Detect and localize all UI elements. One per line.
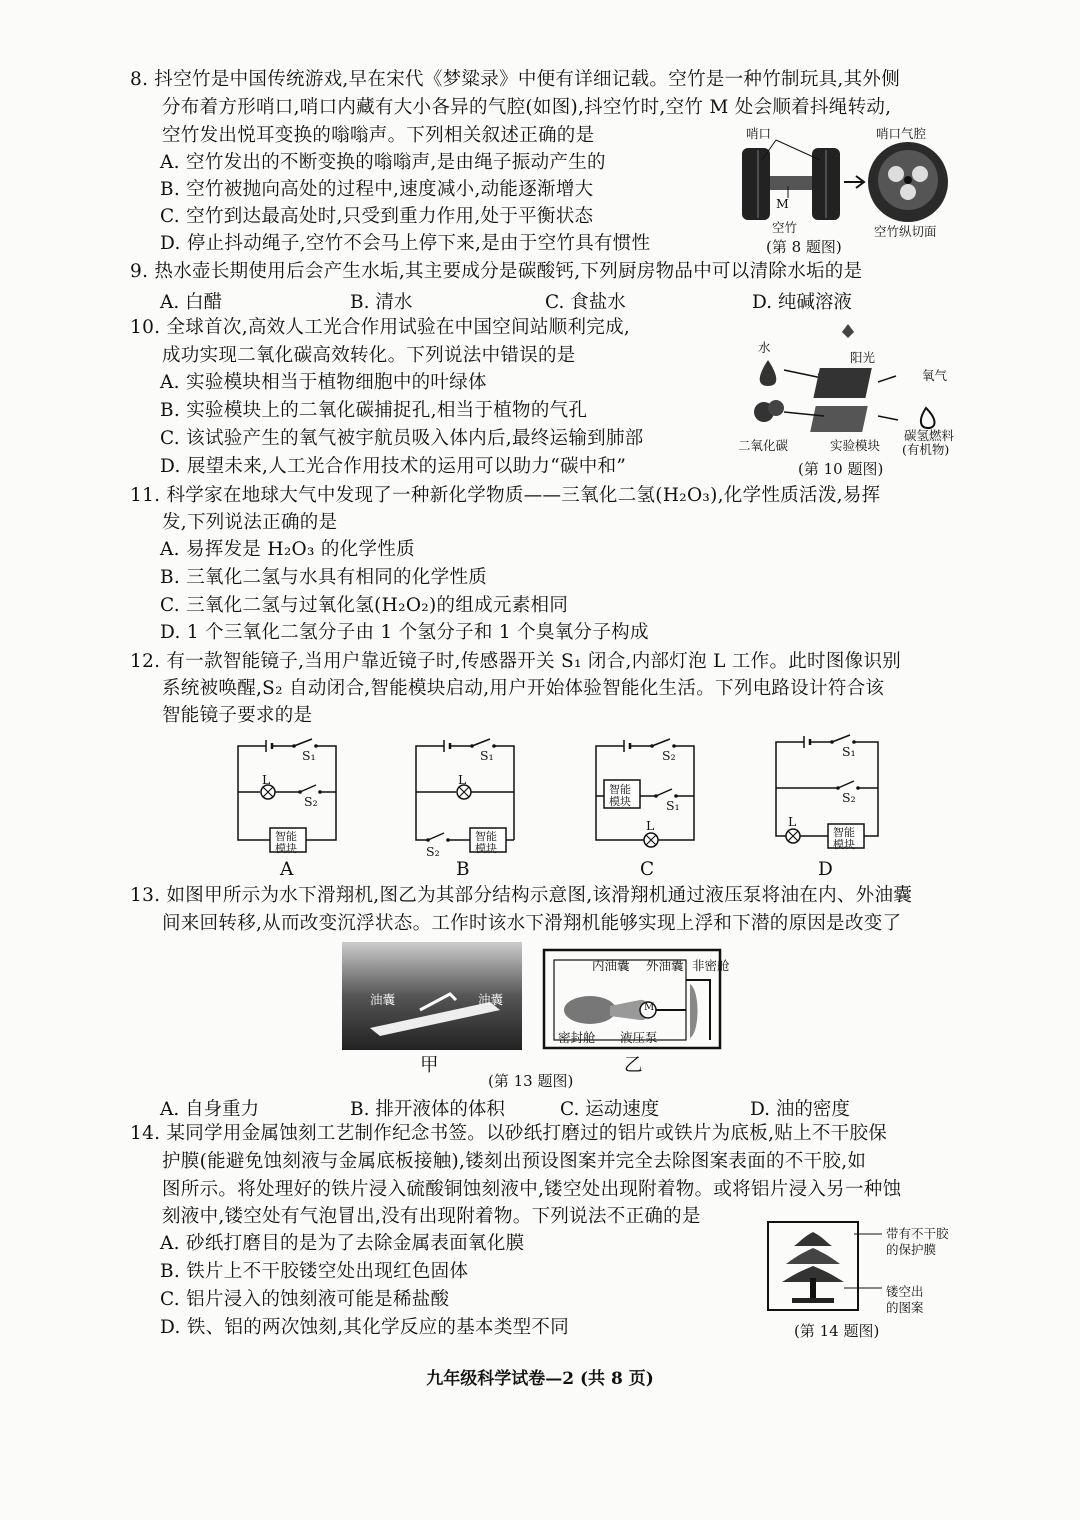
q13-label-outer: 外油囊 — [646, 958, 684, 973]
q13-option-c: C. 运动速度 — [560, 1099, 660, 1120]
circuit-d-lamp: L — [788, 814, 797, 829]
q14-figure — [764, 1218, 964, 1348]
circuit-a — [230, 736, 350, 881]
q9-option-a: A. 白醋 — [160, 292, 223, 313]
q11-option-a: A. 易挥发是 H₂O₃ 的化学性质 — [160, 539, 415, 560]
q14-option-b: B. 铁片上不干胶镂空处出现红色固体 — [160, 1261, 469, 1282]
q13-label-yi: 乙 — [624, 1055, 643, 1076]
q14-label-film-1: 带有不干胶 — [886, 1226, 949, 1241]
circuit-d — [768, 732, 888, 882]
q9-option-b: B. 清水 — [350, 292, 413, 313]
circuit-b-s2: S₂ — [426, 844, 440, 859]
q14-label-pattern-2: 的图案 — [886, 1300, 924, 1315]
q14-option-a: A. 砂纸打磨目的是为了去除金属表面氧化膜 — [160, 1233, 525, 1254]
q10-label-oxygen: 氧气 — [922, 368, 948, 383]
q13-label-youlang-1: 油囊 — [370, 992, 396, 1007]
q11-stem-line2: 发,下列说法正确的是 — [162, 512, 338, 533]
q10-caption: (第 10 题图) — [798, 460, 884, 478]
circuit-a-module-2: 模块 — [275, 842, 297, 855]
circuit-a-module-1: 智能 — [275, 830, 297, 843]
circuit-d-module-2: 模块 — [833, 838, 855, 851]
circuit-b — [408, 736, 528, 881]
q14-stem-line2: 护膜(能避免蚀刻液与金属底板接触),镂刻出预设图案并完全去除图案表面的不干胶,如 — [162, 1151, 867, 1172]
q10-label-module: 实验模块 — [830, 438, 881, 453]
q10-option-a: A. 实验模块相当于植物细胞中的叶绿体 — [160, 372, 487, 393]
circuit-a-lamp: L — [262, 772, 271, 787]
q8-stem-line2: 分布着方形哨口,哨口内藏有大小各异的气腔(如图),抖空竹时,空竹 M 处会顺着抖绳转动, — [162, 97, 892, 118]
circuit-c-s2: S₂ — [662, 748, 676, 763]
circuit-b-module-1: 智能 — [475, 830, 497, 843]
q13-caption: (第 13 题图) — [488, 1072, 574, 1090]
q14-stem-line1: 14. 某同学用金属蚀刻工艺制作纪念书签。以砂纸打磨过的铝片或铁片为底板,贴上不干胶保 — [130, 1123, 888, 1144]
page-footer: 九年级科学试卷—2 (共 8 页) — [426, 1369, 654, 1389]
circuit-a-s2: S₂ — [304, 794, 318, 809]
q8-label-section: 空竹纵切面 — [874, 224, 937, 239]
circuit-c-module-1: 智能 — [609, 783, 631, 796]
q10-label-sunlight: 阳光 — [850, 350, 876, 365]
circuit-b-letter: B — [456, 859, 470, 880]
q8-stem-line1: 8. 抖空竹是中国传统游戏,早在宋代《梦粱录》中便有详细记载。空竹是一种竹制玩具,其外侧 — [130, 69, 900, 90]
q11-option-b: B. 三氧化二氢与水具有相同的化学性质 — [160, 567, 488, 588]
q8-figure — [736, 120, 956, 260]
q13-option-d: D. 油的密度 — [750, 1099, 850, 1120]
q14-stem-line3: 图所示。将处理好的铁片浸入硫酸铜蚀刻液中,镂空处出现附着物。或将铝片浸入另一种蚀 — [162, 1179, 902, 1200]
q11-stem-line1: 11. 科学家在地球大气中发现了一种新化学物质——三氧化二氢(H₂O₃),化学性质活泼,易挥 — [130, 485, 881, 506]
q8-label-shaokou: 哨口 — [746, 126, 772, 141]
q10-option-c: C. 该试验产生的氧气被宇航员吸入体内后,最终运输到肺部 — [160, 428, 644, 449]
circuit-c-letter: C — [640, 859, 655, 880]
circuit-b-diagram — [408, 736, 528, 856]
q13-stem-line1: 13. 如图甲所示为水下滑翔机,图乙为其部分结构示意图,该滑翔机通过液压泵将油在内、外油囊 — [130, 885, 913, 906]
q8-option-b: B. 空竹被抛向高处的过程中,速度减小,动能逐渐增大 — [160, 179, 594, 200]
q11-option-c: C. 三氧化二氢与过氧化氢(H₂O₂)的组成元素相同 — [160, 595, 569, 616]
q10-label-co2: 二氧化碳 — [738, 438, 789, 453]
q10-label-fuel1: 碳氢燃料 — [904, 428, 955, 443]
q8-option-d: D. 停止抖动绳子,空竹不会马上停下来,是由于空竹具有惯性 — [160, 233, 651, 254]
q10-option-b: B. 实验模块上的二氧化碳捕捉孔,相当于植物的气孔 — [160, 400, 588, 421]
q13-label-unsealed: 非密舱 — [692, 958, 730, 973]
circuit-d-s1: S₁ — [842, 744, 856, 759]
circuit-b-module-2: 模块 — [475, 842, 497, 855]
q13-stem-line2: 间来回转移,从而改变沉浮状态。工作时该水下滑翔机能够实现上浮和下潜的原因是改变了 — [162, 913, 902, 934]
q9-option-d: D. 纯碱溶液 — [752, 292, 852, 313]
q10-stem-line1: 10. 全球首次,高效人工光合作用试验在中国空间站顺利完成, — [130, 317, 631, 338]
q14-option-c: C. 铝片浸入的蚀刻液可能是稀盐酸 — [160, 1289, 450, 1310]
q8-caption: (第 8 题图) — [766, 238, 842, 256]
q13-figure — [340, 940, 740, 1090]
q10-label-fuel2: (有机物) — [902, 442, 950, 457]
q14-label-film-2: 的保护膜 — [886, 1242, 937, 1257]
circuit-a-letter: A — [280, 859, 294, 880]
circuit-d-letter: D — [818, 859, 834, 880]
circuit-d-s2: S₂ — [842, 790, 856, 805]
q13-label-youlang-2: 油囊 — [478, 992, 504, 1007]
q12-stem-line3: 智能镜子要求的是 — [162, 705, 313, 726]
q8-label-m: M — [776, 196, 789, 211]
q10-figure — [738, 320, 958, 480]
q10-label-water: 水 — [758, 340, 771, 355]
q13-option-b: B. 排开液体的体积 — [350, 1099, 505, 1120]
q12-stem-line2: 系统被唤醒,S₂ 自动闭合,智能模块启动,用户开始体验智能化生活。下列电路设计符合该 — [162, 678, 885, 699]
q14-caption: (第 14 题图) — [794, 1322, 880, 1340]
q14-stem-line4: 刻液中,镂空处有气泡冒出,没有出现附着物。下列说法不正确的是 — [162, 1206, 701, 1227]
q13-label-pump: 液压泵 — [620, 1030, 658, 1045]
q13-label-motor: M — [644, 1002, 655, 1013]
circuit-c-s1: S₁ — [666, 798, 680, 813]
q10-option-d: D. 展望未来,人工光合作用技术的运用可以助力“碳中和” — [160, 456, 627, 477]
q8-stem-line3: 空竹发出悦耳变换的嗡嗡声。下列相关叙述正确的是 — [162, 125, 595, 146]
q13-label-jia: 甲 — [420, 1055, 439, 1076]
circuit-b-s1: S₁ — [480, 748, 494, 763]
q8-option-a: A. 空竹发出的不断变换的嗡嗡声,是由绳子振动产生的 — [160, 152, 606, 173]
circuit-a-s1: S₁ — [302, 748, 316, 763]
q8-option-c: C. 空竹到达最高处时,只受到重力作用,处于平衡状态 — [160, 206, 594, 227]
circuit-c-diagram — [588, 736, 708, 856]
circuit-d-module-1: 智能 — [833, 826, 855, 839]
q9-option-c: C. 食盐水 — [545, 292, 626, 313]
q13-label-sealed: 密封舱 — [558, 1030, 596, 1045]
q8-label-kongzhu: 空竹 — [772, 220, 798, 235]
circuit-c-module-2: 模块 — [609, 795, 631, 808]
q11-option-d: D. 1 个三氧化二氢分子由 1 个氢分子和 1 个臭氧分子构成 — [160, 622, 649, 643]
q13-option-a: A. 自身重力 — [160, 1099, 260, 1120]
q10-stem-line2: 成功实现二氧化碳高效转化。下列说法中错误的是 — [162, 345, 576, 366]
q13-label-inner: 内油囊 — [592, 958, 630, 973]
q9-stem: 9. 热水壶长期使用后会产生水垢,其主要成分是碳酸钙,下列厨房物品中可以清除水垢的是 — [130, 261, 863, 282]
q12-stem-line1: 12. 有一款智能镜子,当用户靠近镜子时,传感器开关 S₁ 闭合,内部灯泡 L 工作。此时图像识别 — [130, 651, 902, 672]
q14-option-d: D. 铁、铝的两次蚀刻,其化学反应的基本类型不同 — [160, 1317, 570, 1338]
circuit-b-lamp: L — [458, 772, 467, 787]
q8-label-qiqiang: 哨口气腔 — [876, 126, 927, 141]
circuit-d-diagram — [768, 732, 888, 852]
circuit-c-lamp: L — [646, 818, 655, 833]
q14-label-pattern-1: 镂空出 — [886, 1284, 924, 1299]
circuit-c — [588, 736, 708, 881]
